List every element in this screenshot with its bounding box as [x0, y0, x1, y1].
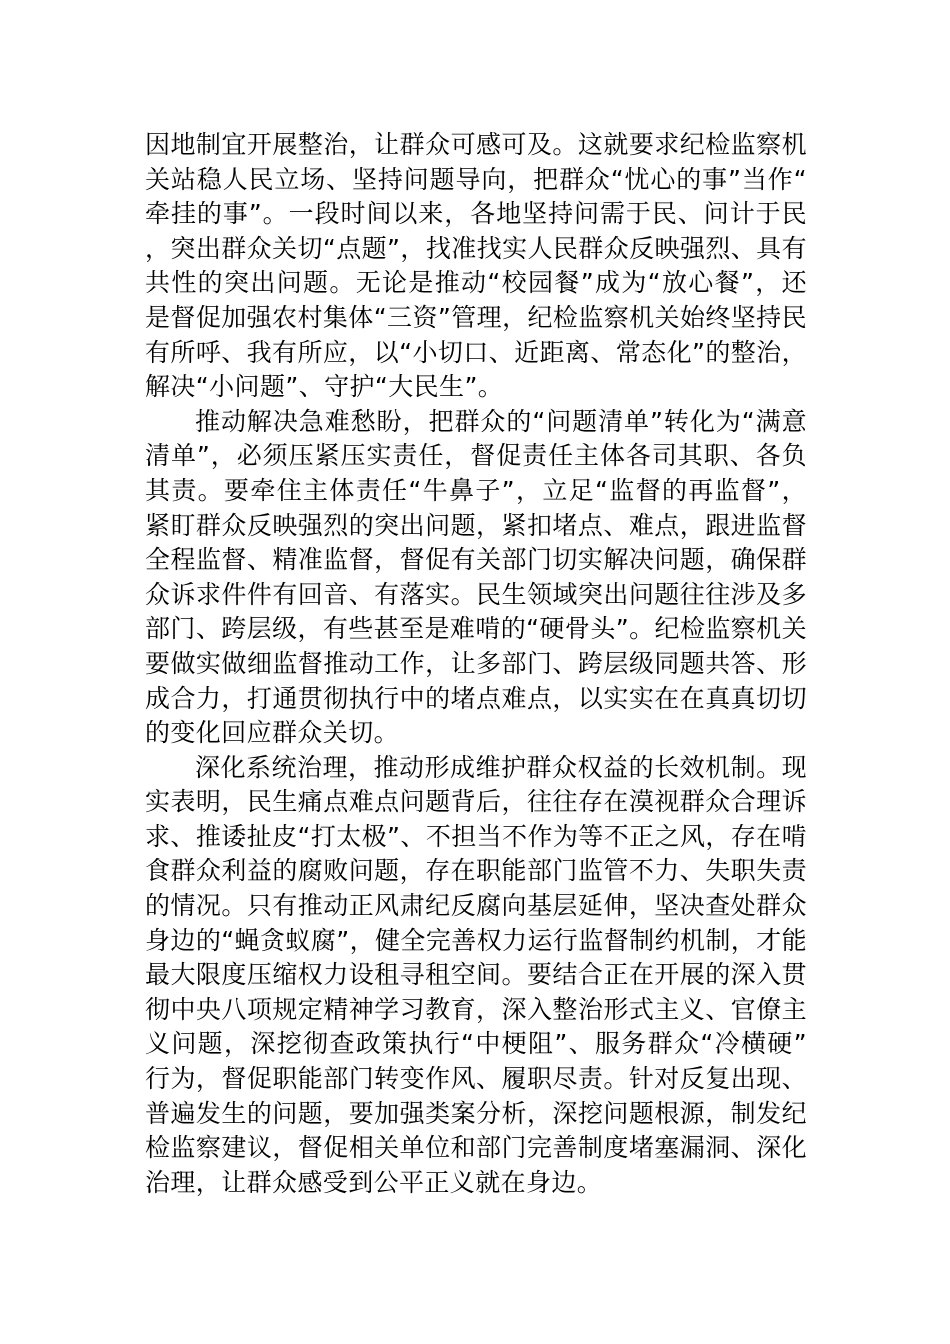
paragraph: 推动解决急难愁盼，把群众的“问题清单”转化为“满意清单”，必须压紧压实责任，督促责任主体各司其职、各负其责。要牵住主体责任“牛鼻子”，立足“监督的再监督”，紧盯群众反映强烈的突出问题，紧扣堵点、难点，跟进监督全程监督、精准监督，督促有关部门切实解决问题，确保群众诉求件件有回音、有落实。民生领域突出问题往往涉及多部门、跨层级，有些甚至是难啃的“硬骨头”。纪检监察机关要做实做细监督推动工作，让多部门、跨层级同题共答、形成合力，打通贯彻执行中的堵点难点，以实实在在真真切切的变化回应群众关切。	[145, 406, 807, 748]
paragraph-continued: 因地制宜开展整治，让群众可感可及。这就要求纪检监察机关站稳人民立场、坚持问题导向，把群众“忧心的事”当作“牵挂的事”。一段时间以来，各地坚持问需于民、问计于民，突出群众关切“点题”，找准找实人民群众反映强烈、具有共性的突出问题。无论是推动“校园餐”成为“放心餐”，还是督促加强农村集体“三资”管理，纪检监察机关始终坚持民有所呼、我有所应，以“小切口、近距离、常态化”的整治，解决“小问题”、守护“大民生”。	[145, 130, 807, 402]
paragraph: 深化系统治理，推动形成维护群众权益的长效机制。现实表明，民生痛点难点问题背后，往往存在漠视群众合理诉求、推诿扯皮“打太极”、不担当不作为等不正之风，存在啃食群众利益的腐败问题，存在职能部门监管不力、失职失责的情况。只有推动正风肃纪反腐向基层延伸，坚决查处群众身边的“蝇贪蚁腐”，健全完善权力运行监督制约机制，才能最大限度压缩权力设租寻租空间。要结合正在开展的深入贯彻中央八项规定精神学习教育，深入整治形式主义、官僚主义问题，深挖彻查政策执行“中梗阻”、服务群众“冷横硬”行为，督促职能部门转变作风、履职尽责。针对反复出现、普遍发生的问题，要加强类案分析，深挖问题根源，制发纪检监察建议，督促相关单位和部门完善制度堵塞漏洞、深化治理，让群众感受到公平正义就在身边。	[145, 752, 807, 1197]
document-body	[145, 128, 807, 1200]
